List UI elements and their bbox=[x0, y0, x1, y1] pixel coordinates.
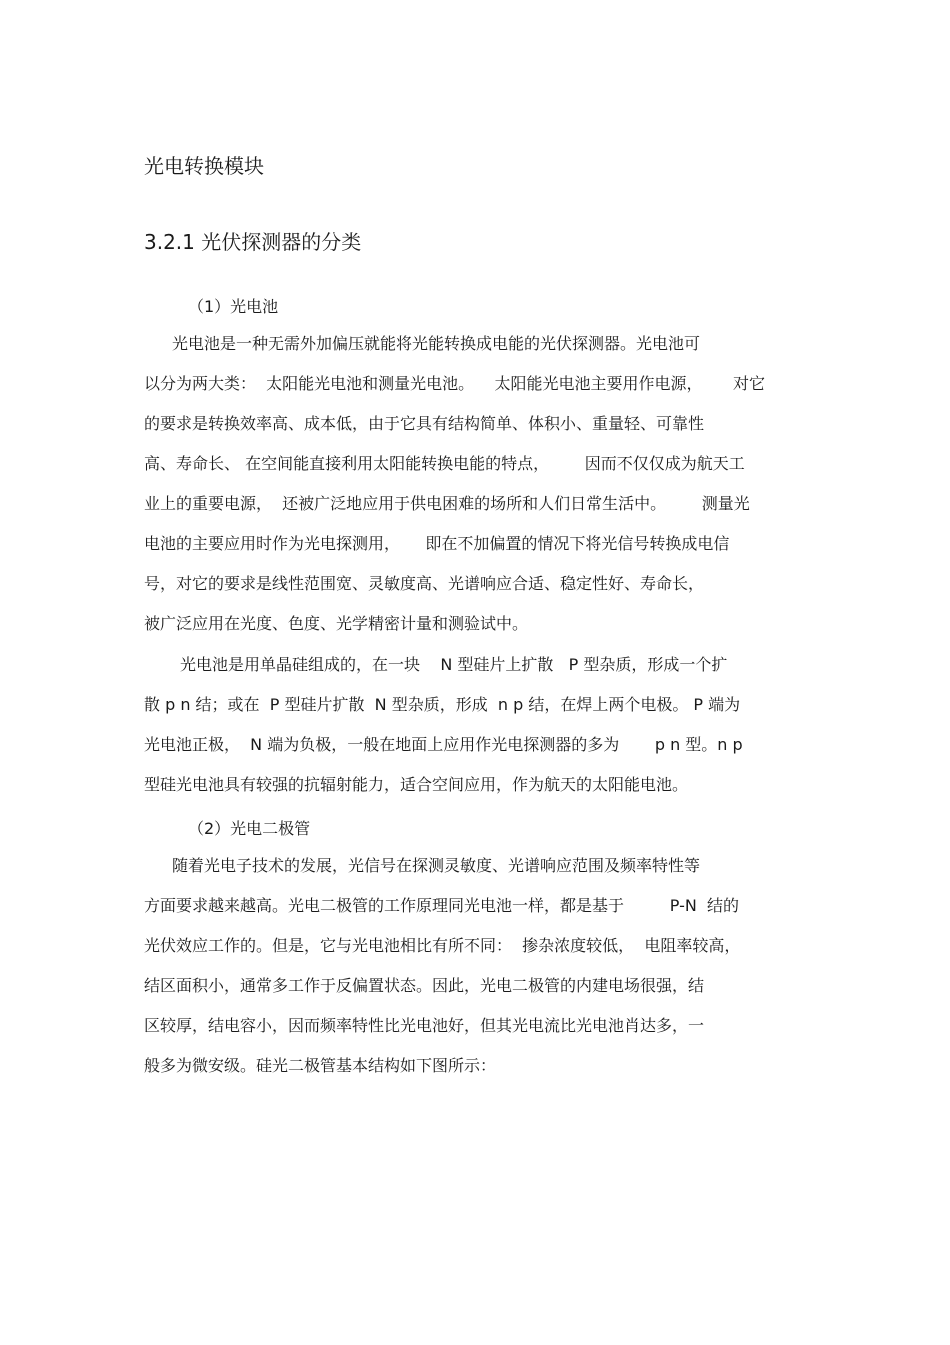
para1-line: 的要求是转换效率高、成本低，由于它具有结构简单、体积小、重量轻、可靠性 bbox=[144, 414, 705, 433]
para1-line: 号，对它的要求是线性范围宽、灵敏度高、光谱响应合适、稳定性好、寿命长， bbox=[144, 574, 705, 593]
para3-line: 随着光电子技术的发展，光信号在探测灵敏度、光谱响应范围及频率特性等 bbox=[172, 856, 701, 875]
para1-line: 以分为两大类： 太阳能光电池和测量光电池。 太阳能光电池主要用作电源， 对它 bbox=[144, 374, 766, 393]
subheading-photodiode: （2）光电二极管 bbox=[188, 819, 311, 838]
para2-line: 光电池是用单晶硅组成的，在一块 N 型硅片上扩散 P 型杂质，形成一个扩 bbox=[180, 655, 728, 674]
para3-line: 般多为微安级。硅光二极管基本结构如下图所示： bbox=[144, 1056, 497, 1075]
para1-line: 业上的重要电源， 还被广泛地应用于供电困难的场所和人们日常生活中。 测量光 bbox=[144, 494, 750, 513]
para2-line: 散 p n 结；或在 P 型硅片扩散 N 型杂质，形成 n p 结，在焊上两个电极。 P 端为 bbox=[144, 695, 741, 714]
para1-line: 被广泛应用在光度、色度、光学精密计量和测验试中。 bbox=[144, 614, 529, 633]
para1-line: 电池的主要应用时作为光电探测用， 即在不加偏置的情况下将光信号转换成电信 bbox=[144, 534, 730, 553]
para1-line: 光电池是一种无需外加偏压就能将光能转换成电能的光伏探测器。光电池可 bbox=[172, 334, 701, 353]
para3-line: 区较厚，结电容小，因而频率特性比光电池好，但其光电流比光电池肖达多，一 bbox=[144, 1016, 705, 1035]
para2-line: 型硅光电池具有较强的抗辐射能力，适合空间应用，作为航天的太阳能电池。 bbox=[144, 775, 689, 794]
subheading-photocell: （1）光电池 bbox=[188, 297, 279, 316]
page-title: 光电转换模块 bbox=[144, 154, 264, 178]
para1-line: 高、寿命长、 在空间能直接利用太阳能转换电能的特点， 因而不仅仅成为航天工 bbox=[144, 454, 745, 473]
para2-line: 光电池正极， N 端为负极，一般在地面上应用作光电探测器的多为 p n 型。n p bbox=[144, 735, 743, 754]
para3-line: 光伏效应工作的。但是，它与光电池相比有所不同： 掺杂浓度较低， 电阻率较高， bbox=[144, 936, 741, 955]
section-heading: 3.2.1 光伏探测器的分类 bbox=[144, 230, 362, 254]
para3-line: 结区面积小，通常多工作于反偏置状态。因此，光电二极管的内建电场很强，结 bbox=[144, 976, 705, 995]
para3-line: 方面要求越来越高。光电二极管的工作原理同光电池一样，都是基于 P-N 结的 bbox=[144, 896, 739, 915]
